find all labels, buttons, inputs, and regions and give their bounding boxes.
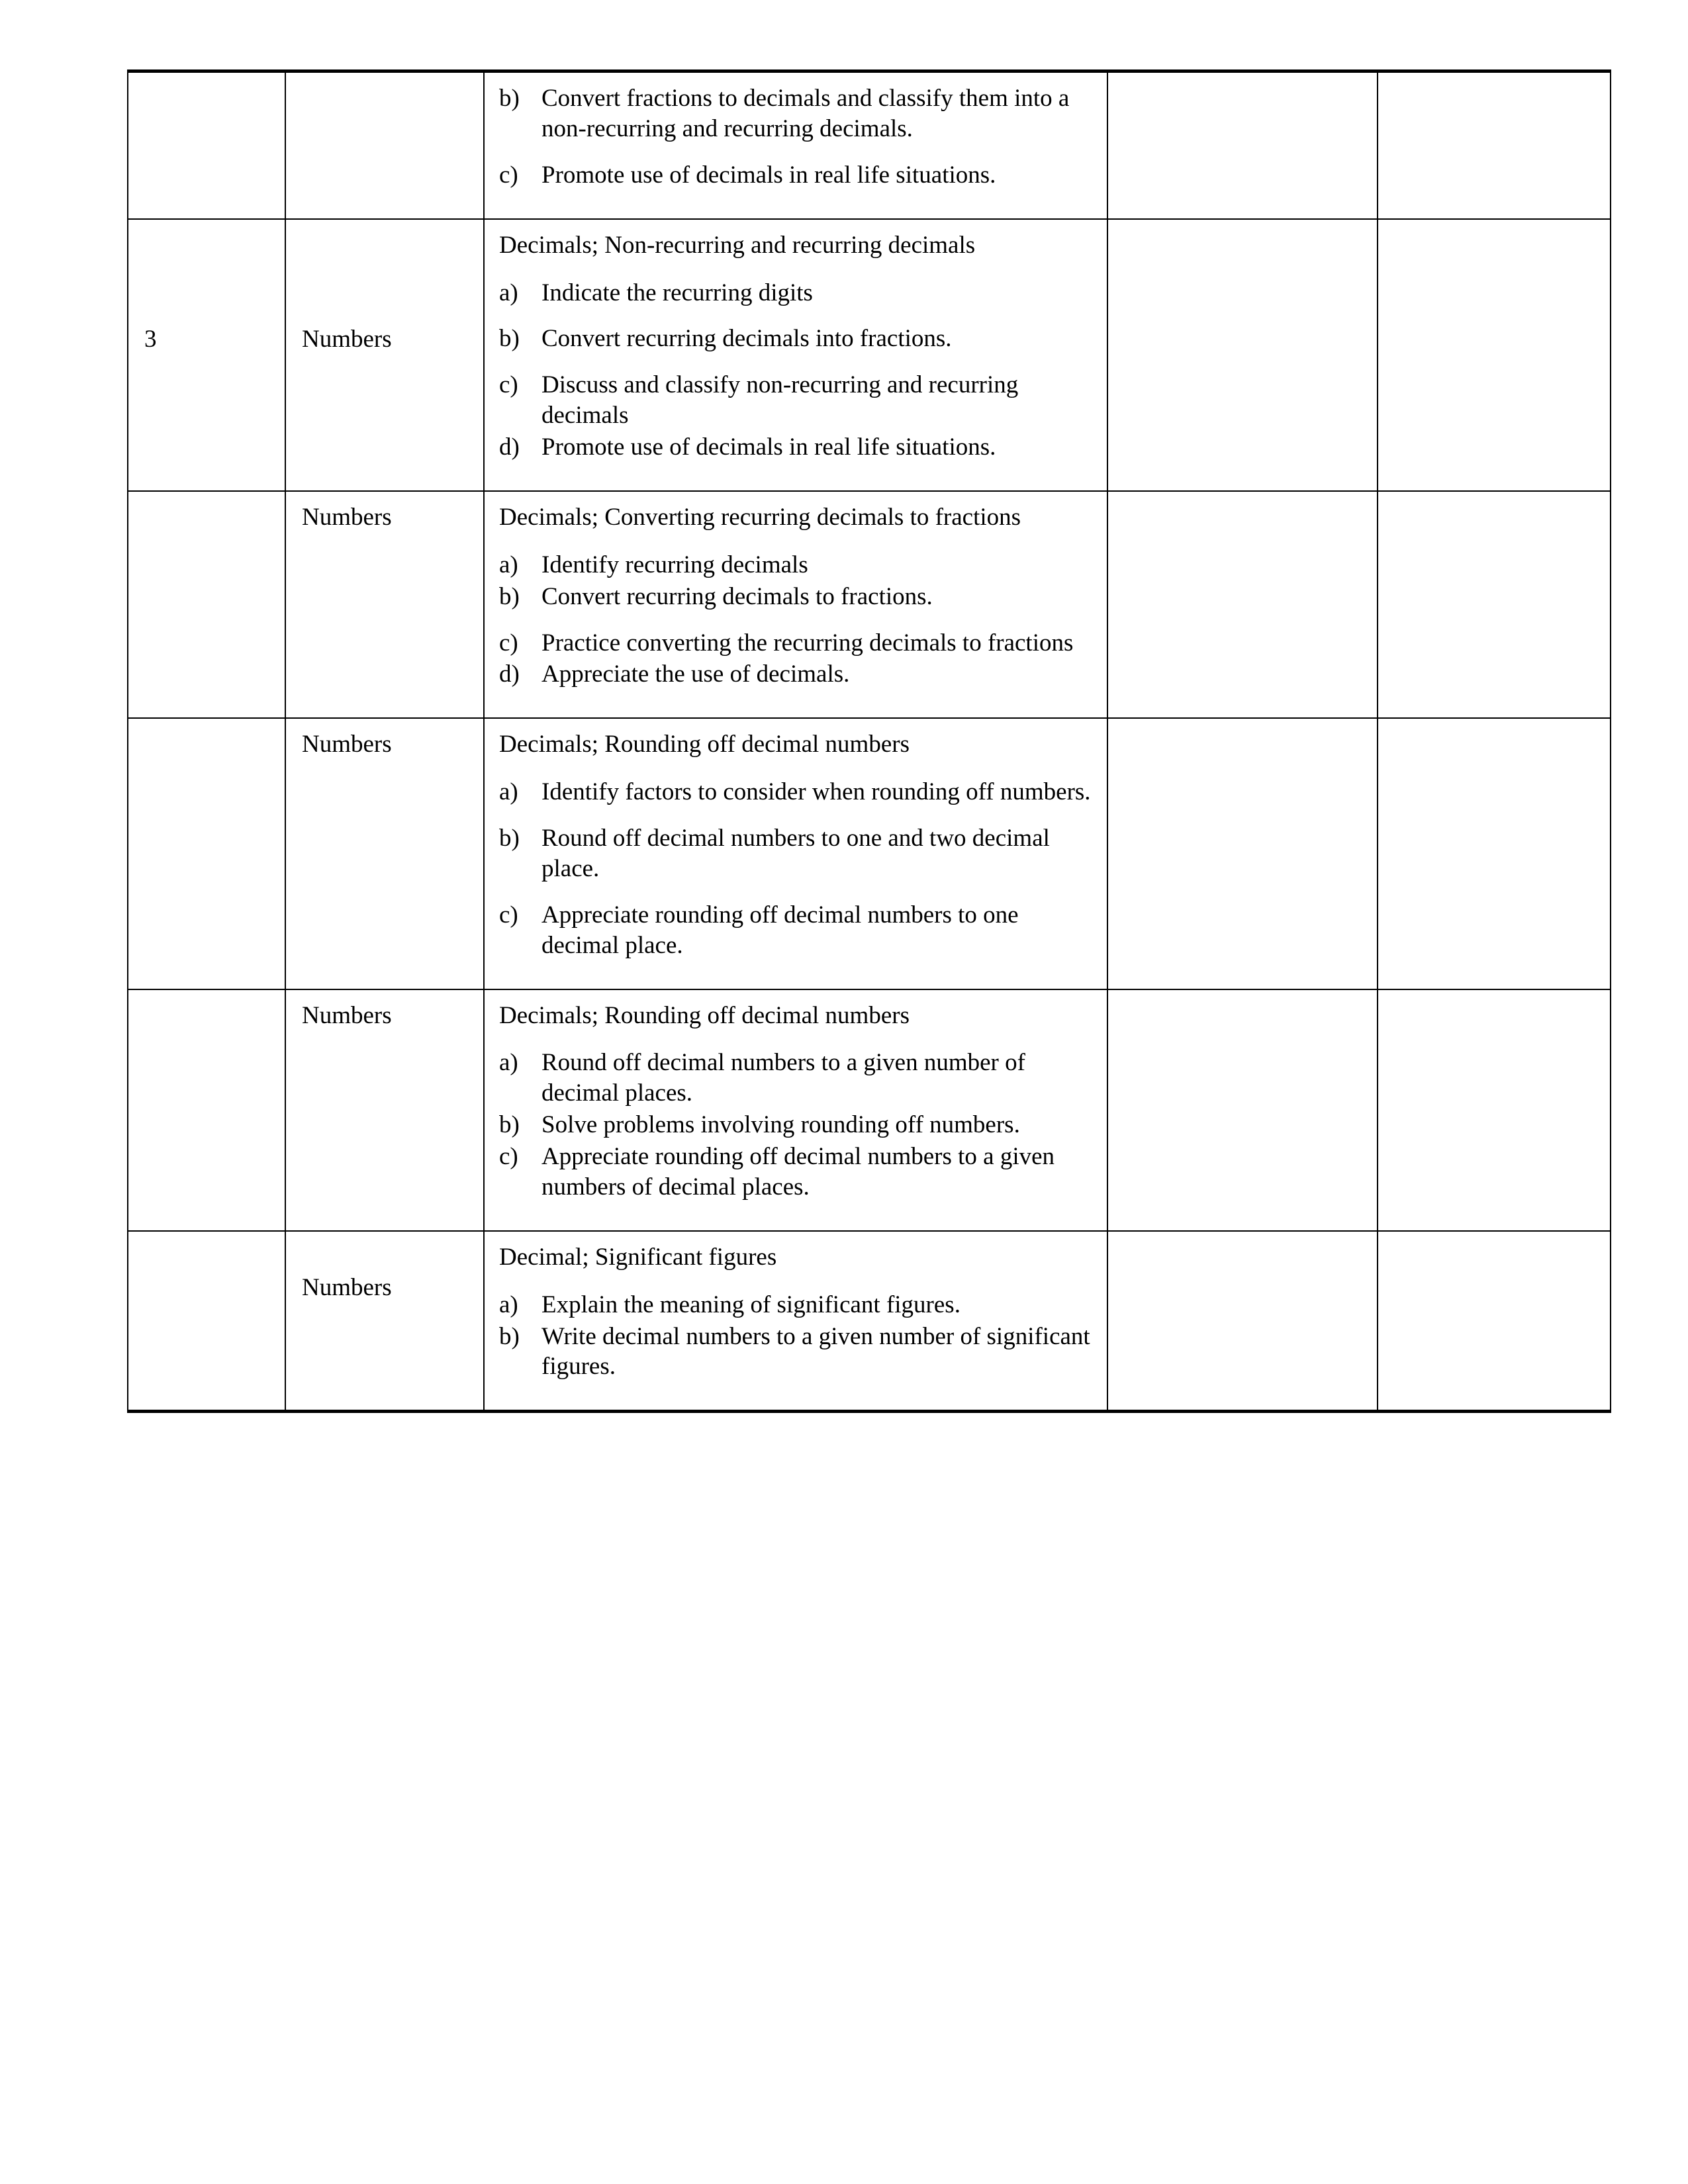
cell-column-four	[1107, 1231, 1378, 1412]
syllabus-table-body	[128, 71, 1611, 1412]
objective-list	[499, 1048, 1095, 1202]
strand-text: Numbers	[302, 1273, 392, 1301]
table-row	[128, 1231, 1611, 1412]
list-item-text: Promote use of decimals in real life situations.	[541, 433, 996, 461]
objective-list	[499, 83, 1095, 191]
cell-lesson-number	[128, 71, 285, 219]
list-item	[499, 1322, 1095, 1383]
strand-text: Numbers	[302, 731, 392, 758]
list-item-text: Explain the meaning of significant figures.	[541, 1291, 961, 1318]
strand-text: Numbers	[302, 325, 392, 353]
table-row	[128, 219, 1611, 491]
list-marker: b)	[499, 1322, 520, 1350]
topic-title: Decimals; Non-recurring and recurring decimals	[499, 231, 976, 259]
cell-column-five	[1378, 219, 1611, 491]
list-item-text: Convert recurring decimals into fractions.	[541, 325, 952, 353]
cell-topic-objectives	[484, 219, 1107, 491]
list-item	[499, 1290, 1095, 1320]
topic-title: Decimals; Converting recurring decimals to fractions	[499, 503, 1021, 531]
cell-strand	[285, 71, 484, 219]
cell-column-four	[1107, 718, 1378, 989]
cell-strand	[285, 718, 484, 989]
list-marker: d)	[499, 433, 520, 461]
list-marker: c)	[499, 629, 518, 657]
list-marker: b)	[499, 825, 520, 852]
list-item-text: Solve problems involving rounding off numbers.	[541, 1111, 1020, 1139]
list-item-text: Convert fractions to decimals and classify them into a non-recurring and recurring decimals.	[541, 85, 1070, 142]
list-marker: b)	[499, 1111, 520, 1139]
list-item	[499, 777, 1095, 807]
list-item	[499, 900, 1095, 961]
list-item-text: Identify factors to consider when rounding off numbers.	[541, 778, 1091, 806]
list-item	[499, 432, 1095, 463]
list-marker: d)	[499, 660, 520, 688]
table-row	[128, 71, 1611, 219]
cell-column-four	[1107, 989, 1378, 1231]
topic-title: Decimals; Rounding off decimal numbers	[499, 1001, 910, 1029]
list-marker: c)	[499, 161, 518, 189]
list-marker: a)	[499, 1049, 518, 1077]
list-item	[499, 550, 1095, 580]
list-item	[499, 370, 1095, 431]
list-item-text: Appreciate rounding off decimal numbers to one decimal place.	[541, 901, 1019, 959]
list-item	[499, 278, 1095, 308]
list-item-text: Write decimal numbers to a given number of significant figures.	[541, 1322, 1090, 1381]
list-item-text: Promote use of decimals in real life situations.	[541, 161, 996, 189]
list-item	[499, 659, 1095, 690]
objective-list	[499, 1290, 1095, 1383]
cell-lesson-number	[128, 219, 285, 491]
list-item-text: Appreciate rounding off decimal numbers to a given numbers of decimal places.	[541, 1143, 1055, 1201]
list-marker: b)	[499, 325, 520, 353]
list-marker: a)	[499, 778, 518, 806]
list-item-text: Identify recurring decimals	[541, 551, 808, 578]
list-item-text: Practice converting the recurring decimals to fractions	[541, 629, 1074, 657]
objective-list	[499, 550, 1095, 690]
list-item-text: Appreciate the use of decimals.	[541, 660, 850, 688]
list-marker: b)	[499, 85, 520, 112]
table-row	[128, 718, 1611, 989]
cell-topic-objectives	[484, 491, 1107, 718]
objective-list	[499, 278, 1095, 463]
cell-topic-objectives	[484, 71, 1107, 219]
cell-column-five	[1378, 989, 1611, 1231]
cell-column-four	[1107, 219, 1378, 491]
lesson-number-text: 3	[144, 325, 157, 353]
list-marker: a)	[499, 279, 518, 306]
cell-column-five	[1378, 491, 1611, 718]
list-item	[499, 160, 1095, 191]
list-item-text: Discuss and classify non-recurring and recurring decimals	[541, 371, 1019, 430]
list-item	[499, 1142, 1095, 1203]
cell-lesson-number	[128, 491, 285, 718]
list-item	[499, 1048, 1095, 1109]
list-marker: c)	[499, 901, 518, 929]
strand-text: Numbers	[302, 503, 392, 531]
cell-strand	[285, 491, 484, 718]
list-item-text: Round off decimal numbers to a given number of decimal places.	[541, 1049, 1025, 1107]
cell-column-four	[1107, 491, 1378, 718]
cell-strand	[285, 989, 484, 1231]
topic-title: Decimal; Significant figures	[499, 1243, 777, 1271]
list-item-text: Indicate the recurring digits	[541, 279, 813, 306]
list-item	[499, 582, 1095, 612]
cell-lesson-number	[128, 989, 285, 1231]
list-item	[499, 823, 1095, 884]
syllabus-table	[127, 69, 1611, 1413]
list-marker: b)	[499, 582, 520, 610]
cell-column-five	[1378, 718, 1611, 989]
list-marker: c)	[499, 371, 518, 399]
table-row	[128, 491, 1611, 718]
list-item-text: Round off decimal numbers to one and two decimal place.	[541, 825, 1050, 882]
cell-topic-objectives	[484, 989, 1107, 1231]
cell-column-five	[1378, 1231, 1611, 1412]
list-item-text: Convert recurring decimals to fractions.	[541, 582, 933, 610]
strand-text: Numbers	[302, 1001, 392, 1029]
cell-topic-objectives	[484, 718, 1107, 989]
cell-column-four	[1107, 71, 1378, 219]
list-item	[499, 83, 1095, 144]
list-item	[499, 324, 1095, 354]
cell-topic-objectives	[484, 1231, 1107, 1412]
table-row	[128, 989, 1611, 1231]
cell-strand	[285, 1231, 484, 1412]
list-marker: c)	[499, 1143, 518, 1170]
list-item	[499, 628, 1095, 659]
list-marker: a)	[499, 551, 518, 578]
cell-strand	[285, 219, 484, 491]
cell-column-five	[1378, 71, 1611, 219]
list-marker: a)	[499, 1291, 518, 1318]
cell-lesson-number	[128, 1231, 285, 1412]
objective-list	[499, 777, 1095, 960]
cell-lesson-number	[128, 718, 285, 989]
list-item	[499, 1110, 1095, 1140]
topic-title: Decimals; Rounding off decimal numbers	[499, 731, 910, 758]
